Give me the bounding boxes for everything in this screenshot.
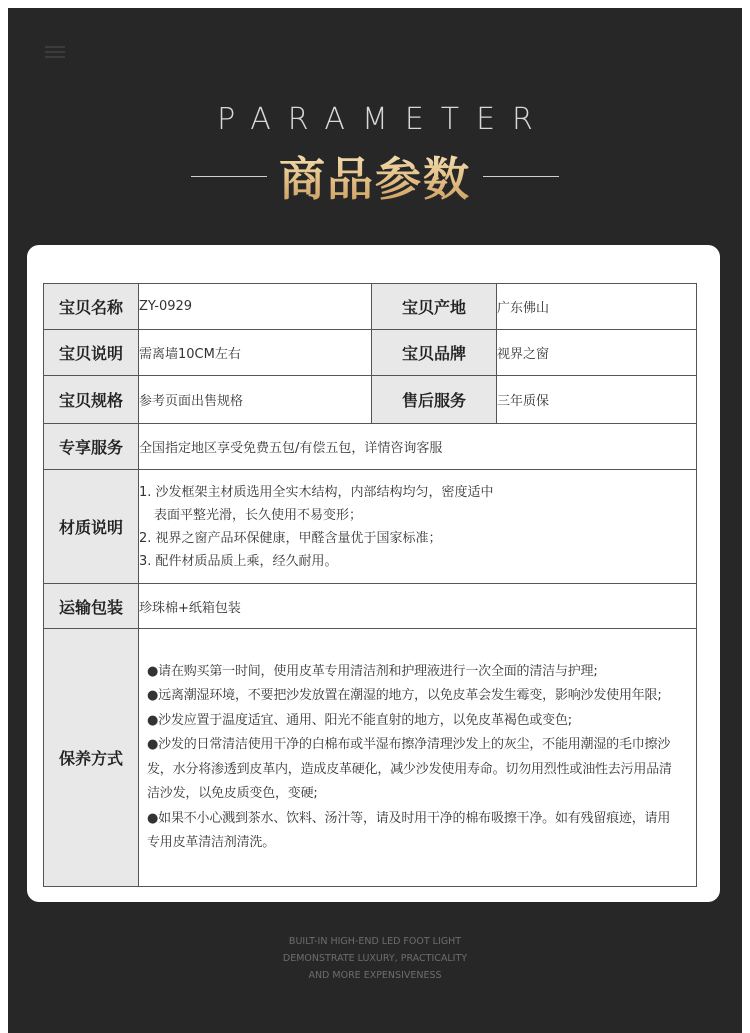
footer-line: AND MORE EXPENSIVENESS	[308, 970, 442, 981]
care-line: 发，水分将渗透到皮革内，造成皮革硬化，减少沙发使用寿命。切勿用烈性或油性去污用品清	[147, 761, 672, 777]
table-row	[44, 330, 697, 376]
title-row	[8, 144, 742, 208]
footer-line: BUILT-IN HIGH-END LED FOOT LIGHT	[288, 936, 462, 947]
care-line: ●如果不小心溅到茶水、饮料、汤汁等，请及时用干净的棉布吸擦干净。如有残留痕迹，请用	[147, 810, 671, 826]
material-label: 材质说明	[44, 470, 139, 584]
title-right-rule	[483, 176, 559, 177]
name-value: ZY-0929	[139, 284, 372, 330]
table-row	[44, 424, 697, 470]
care-line: ●沙发应置于温度适宜、通用、阳光不能直射的地方，以免皮革褐色或变色;	[147, 712, 572, 728]
care-line: ●请在购买第一时间，使用皮革专用清洁剂和护理液进行一次全面的清洁与护理;	[147, 663, 598, 679]
material-line: 3. 配件材质品质上乘，经久耐用。	[139, 553, 338, 569]
parameter-card	[27, 245, 720, 902]
desc-label: 宝贝说明	[44, 330, 139, 376]
table-row	[44, 629, 697, 887]
table-row	[44, 470, 697, 584]
table-row	[44, 584, 697, 629]
care-value	[139, 629, 697, 887]
table-row	[44, 376, 697, 424]
care-label: 保养方式	[44, 629, 139, 887]
material-line: 2. 视界之窗产品环保健康，甲醛含量优于国家标准；	[139, 530, 442, 546]
material-line: 1. 沙发框架主材质选用全实木结构，内部结构均匀，密度适中	[139, 484, 494, 500]
brand-value: 视界之窗	[497, 330, 697, 376]
parameter-heading: PARAMETER	[217, 102, 550, 137]
material-line: 表面平整光滑，长久使用不易变形；	[154, 507, 363, 523]
origin-value: 广东佛山	[497, 284, 697, 330]
service-label: 售后服务	[372, 376, 497, 424]
footer-line: DEMONSTRATE LUXURY, PRACTICALITY	[282, 953, 468, 964]
name-label: 宝贝名称	[44, 284, 139, 330]
parameter-table	[43, 283, 697, 887]
material-value	[139, 470, 697, 584]
care-line: ●沙发的日常清洁使用干净的白棉布或半湿布擦净清理沙发上的灰尘，不能用潮湿的毛巾擦沙	[147, 737, 671, 752]
service-value: 三年质保	[497, 376, 697, 424]
care-line: 洁沙发，以免皮质变色，变硬;	[147, 786, 318, 801]
care-line: ●远离潮湿环境，不要把沙发放置在潮湿的地方，以免皮革会发生霉变，影响沙发使用年限;	[147, 688, 662, 703]
spec-value: 参考页面出售规格	[139, 376, 372, 424]
shipping-value: 珍珠棉+纸箱包装	[139, 584, 697, 629]
title-left-rule	[191, 176, 267, 177]
care-line: 专用皮革清洁剂清洗。	[147, 835, 276, 850]
hamburger-menu-icon[interactable]	[45, 46, 65, 62]
page-background	[8, 8, 742, 1033]
page-title: 商品参数	[279, 143, 471, 209]
spec-label: 宝贝规格	[44, 376, 139, 424]
footer-tagline	[8, 933, 742, 984]
origin-label: 宝贝产地	[372, 284, 497, 330]
table-row	[44, 284, 697, 330]
shipping-label: 运输包装	[44, 584, 139, 629]
exclusive-label: 专享服务	[44, 424, 139, 470]
desc-value: 需离墙10CM左右	[139, 330, 372, 376]
exclusive-value: 全国指定地区享受免费五包/有偿五包，详情咨询客服	[139, 424, 697, 470]
brand-label: 宝贝品牌	[372, 330, 497, 376]
